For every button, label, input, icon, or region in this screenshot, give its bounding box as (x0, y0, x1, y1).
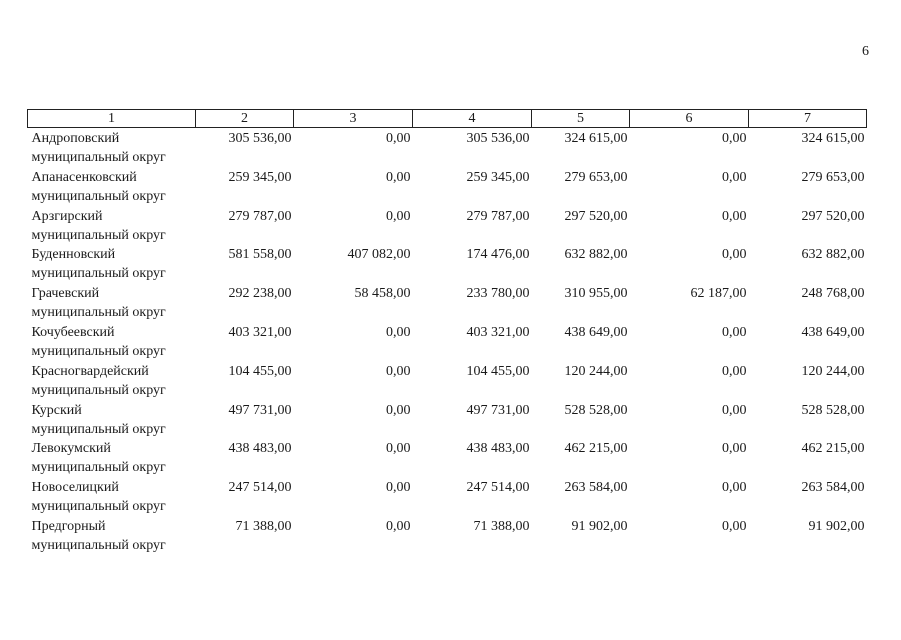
value-cell-col-2: 438 483,00 (228, 441, 292, 457)
district-name-cell (28, 478, 196, 517)
value-cell-col-6: 0,00 (722, 363, 747, 379)
district-name-cell (28, 207, 196, 246)
value-cell-col-7: 248 768,00 (801, 286, 865, 302)
table-row (28, 323, 867, 362)
district-name: Красногвардейский (31, 363, 149, 379)
district-type: муниципальный округ (31, 227, 166, 243)
table-row (28, 207, 867, 246)
district-name-cell (28, 362, 196, 401)
column-header: 7 (749, 110, 867, 128)
value-cell-col-4: 104 455,00 (466, 363, 530, 379)
district-type: муниципальный округ (31, 266, 166, 282)
value-cell-col-4: 233 780,00 (466, 286, 530, 302)
value-cell-col-6: 0,00 (722, 169, 747, 185)
value-cell-col-5: 263 584,00 (564, 480, 628, 496)
value-cell-col-3: 0,00 (386, 324, 411, 340)
value-cell-col-7: 528 528,00 (801, 402, 865, 418)
district-name: Андроповский (31, 131, 120, 146)
value-cell-col-7: 324 615,00 (801, 131, 865, 146)
value-cell-col-7: 297 520,00 (801, 208, 865, 224)
budget-table (27, 109, 867, 556)
district-name: Грачевский (31, 286, 100, 302)
table-row (28, 401, 867, 440)
value-cell-col-6: 62 187,00 (690, 286, 747, 302)
district-type: муниципальный округ (31, 421, 166, 437)
district-name-cell (28, 517, 196, 556)
district-name-cell (28, 284, 196, 323)
district-name-cell (28, 128, 196, 168)
value-cell-col-4: 174 476,00 (466, 247, 530, 263)
value-cell-col-5: 462 215,00 (564, 441, 628, 457)
district-name-cell (28, 401, 196, 440)
column-header: 2 (196, 110, 294, 128)
value-cell-col-2: 259 345,00 (228, 169, 292, 185)
value-cell-col-5: 632 882,00 (564, 247, 628, 263)
table-row (28, 284, 867, 323)
column-header: 1 (28, 110, 196, 128)
column-header: 4 (413, 110, 532, 128)
table-row (28, 478, 867, 517)
value-cell-col-6: 0,00 (722, 247, 747, 263)
district-name-cell (28, 168, 196, 207)
value-cell-col-5: 279 653,00 (564, 169, 628, 185)
value-cell-col-5: 324 615,00 (564, 131, 628, 146)
value-cell-col-4: 259 345,00 (466, 169, 530, 185)
value-cell-col-3: 0,00 (386, 363, 411, 379)
value-cell-col-2: 104 455,00 (228, 363, 292, 379)
district-type: муниципальный округ (31, 499, 166, 515)
value-cell-col-4: 71 388,00 (473, 518, 530, 534)
district-type: муниципальный округ (31, 537, 166, 553)
value-cell-col-7: 263 584,00 (801, 480, 865, 496)
value-cell-col-5: 297 520,00 (564, 208, 628, 224)
district-name: Курский (31, 402, 82, 418)
value-cell-col-7: 91 902,00 (808, 518, 865, 534)
district-type: муниципальный округ (31, 382, 166, 398)
value-cell-col-4: 403 321,00 (466, 324, 530, 340)
value-cell-col-7: 438 649,00 (801, 324, 865, 340)
value-cell-col-5: 528 528,00 (564, 402, 628, 418)
value-cell-col-3: 0,00 (386, 480, 411, 496)
value-cell-col-7: 462 215,00 (801, 441, 865, 457)
value-cell-col-2: 247 514,00 (228, 480, 292, 496)
table-row (28, 517, 867, 556)
value-cell-col-5: 91 902,00 (571, 518, 628, 534)
value-cell-col-5: 310 955,00 (564, 286, 628, 302)
header-row (28, 110, 867, 128)
district-name: Новоселицкий (31, 480, 119, 496)
table-body (28, 128, 867, 556)
value-cell-col-6: 0,00 (722, 131, 747, 146)
value-cell-col-3: 0,00 (386, 441, 411, 457)
value-cell-col-3: 0,00 (386, 402, 411, 418)
district-name: Левокумский (31, 441, 111, 457)
value-cell-col-3: 407 082,00 (347, 247, 411, 263)
district-name-cell (28, 323, 196, 362)
table-row (28, 439, 867, 478)
value-cell-col-2: 71 388,00 (235, 518, 292, 534)
table-row (28, 245, 867, 284)
district-type: муниципальный округ (31, 188, 166, 204)
district-name: Буденновский (31, 247, 116, 263)
value-cell-col-4: 497 731,00 (466, 402, 530, 418)
value-cell-col-2: 403 321,00 (228, 324, 292, 340)
value-cell-col-3: 0,00 (386, 169, 411, 185)
value-cell-col-7: 632 882,00 (801, 247, 865, 263)
value-cell-col-4: 305 536,00 (466, 131, 530, 146)
value-cell-col-6: 0,00 (722, 402, 747, 418)
value-cell-col-6: 0,00 (722, 324, 747, 340)
value-cell-col-6: 0,00 (722, 208, 747, 224)
value-cell-col-3: 0,00 (386, 518, 411, 534)
district-type: муниципальный округ (31, 460, 166, 476)
district-type: муниципальный округ (31, 343, 166, 359)
value-cell-col-2: 497 731,00 (228, 402, 292, 418)
value-cell-col-6: 0,00 (722, 441, 747, 457)
value-cell-col-7: 279 653,00 (801, 169, 865, 185)
value-cell-col-4: 247 514,00 (466, 480, 530, 496)
page-number: 6 (862, 44, 869, 59)
value-cell-col-2: 279 787,00 (228, 208, 292, 224)
district-name: Апанасенковский (31, 169, 137, 185)
value-cell-col-2: 305 536,00 (228, 131, 292, 146)
value-cell-col-4: 279 787,00 (466, 208, 530, 224)
value-cell-col-4: 438 483,00 (466, 441, 530, 457)
value-cell-col-5: 120 244,00 (564, 363, 628, 379)
value-cell-col-3: 0,00 (386, 208, 411, 224)
district-name-cell (28, 439, 196, 478)
district-name-cell (28, 245, 196, 284)
table-row (28, 128, 867, 168)
value-cell-col-5: 438 649,00 (564, 324, 628, 340)
column-header: 3 (294, 110, 413, 128)
value-cell-col-2: 581 558,00 (228, 247, 292, 263)
column-header: 5 (532, 110, 630, 128)
district-type: муниципальный округ (31, 150, 166, 165)
district-name: Арзгирский (31, 208, 103, 224)
value-cell-col-6: 0,00 (722, 518, 747, 534)
district-type: муниципальный округ (31, 305, 166, 321)
district-name: Предгорный (31, 518, 106, 534)
value-cell-col-7: 120 244,00 (801, 363, 865, 379)
district-name: Кочубеевский (31, 324, 115, 340)
value-cell-col-3: 0,00 (386, 131, 411, 146)
value-cell-col-6: 0,00 (722, 480, 747, 496)
value-cell-col-2: 292 238,00 (228, 286, 292, 302)
column-header: 6 (630, 110, 749, 128)
value-cell-col-3: 58 458,00 (354, 286, 411, 302)
table-row (28, 362, 867, 401)
table-row (28, 168, 867, 207)
